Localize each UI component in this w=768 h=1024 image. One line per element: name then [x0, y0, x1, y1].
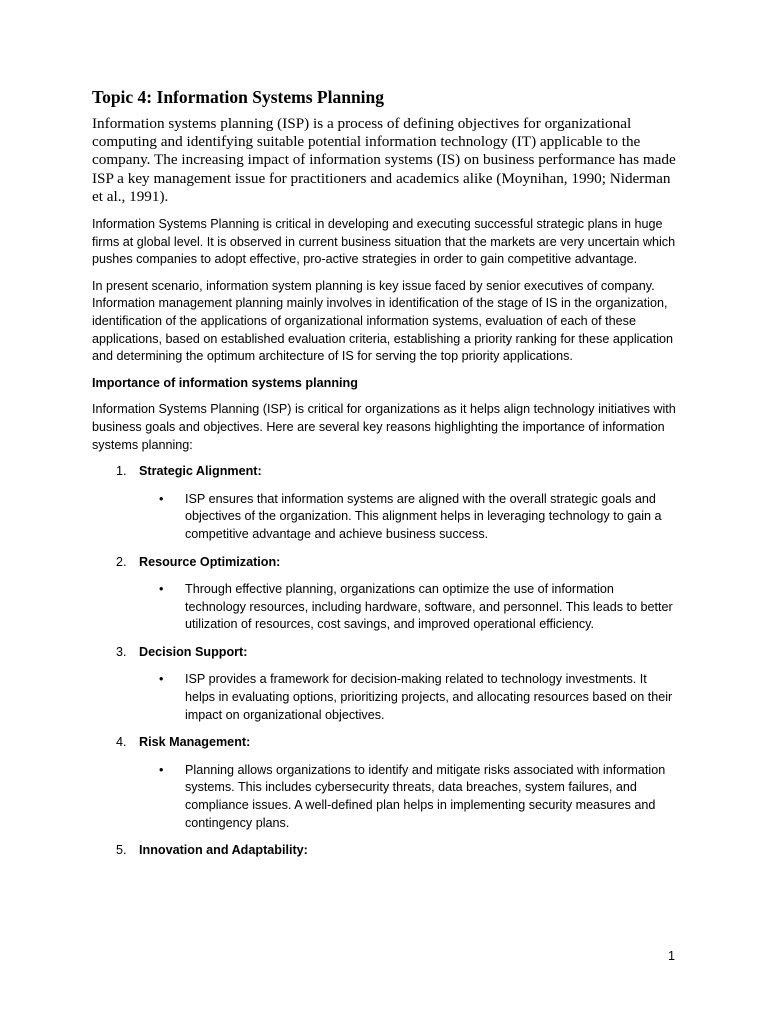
list-item-number: 3. — [116, 644, 127, 659]
list-item-bullet — [92, 671, 676, 724]
list-item-number: 2. — [116, 554, 127, 569]
list-item-bullet — [92, 762, 676, 832]
intro-paragraph: Information systems planning (ISP) is a process of defining objectives for organizational computing and identifying suitable potential information technology (IT) applicable to the company. The increasing impact of information systems (IS) on business performance has made ISP a key management issue for practitioners and academics alike (Moynihan, 1990; Niderman et al., 1991). — [92, 115, 676, 205]
list-item-bullet — [92, 491, 676, 544]
list-item-text: Planning allows organizations to identify and mitigate risks associated with information systems. This includes cybersecurity threats, data breaches, system failures, and compliance issues. A well-defined plan helps in implementing security measures and contingency plans. — [185, 762, 666, 830]
section-heading: Importance of information systems planning — [92, 375, 358, 390]
list-item-heading — [92, 842, 676, 860]
section-intro-paragraph: Information Systems Planning (ISP) is critical for organizations as it helps align technology initiatives with business goals and objectives. Here are several key reasons highlighting the importance of information systems planning: — [92, 402, 676, 452]
bullet-icon: • — [159, 491, 164, 506]
list-item-number: 5. — [116, 843, 127, 858]
list-item-title: Risk Management: — [139, 735, 251, 750]
list-item-number: 4. — [116, 735, 127, 750]
page-title: Topic 4: Information Systems Planning — [92, 87, 385, 107]
page-number: 1 — [668, 949, 676, 963]
bullet-icon: • — [159, 762, 164, 777]
importance-list — [92, 463, 676, 860]
list-item-bullet — [92, 581, 676, 634]
list-item — [92, 463, 676, 543]
list-item — [92, 554, 676, 634]
bullet-icon: • — [159, 582, 164, 597]
list-item-title: Innovation and Adaptability: — [139, 843, 308, 858]
list-item-title: Resource Optimization: — [139, 554, 281, 569]
list-item-text: ISP provides a framework for decision-making related to technology investments. It helps in evaluating options, prioritizing projects, and allocating resources based on their impact on organizational objectives. — [185, 672, 673, 722]
list-item — [92, 842, 676, 860]
document-page — [92, 86, 676, 870]
list-item-text: ISP ensures that information systems are aligned with the overall strategic goals and objectives of the organization. This alignment helps in leveraging technology to gain a competitive advantage and achieve business success. — [185, 491, 662, 541]
list-item-title: Decision Support: — [139, 644, 248, 659]
list-item — [92, 734, 676, 832]
list-item-heading — [92, 734, 676, 752]
body-paragraph-1: Information Systems Planning is critical in developing and executing successful strategic plans in huge firms at global level. It is observed in current business situation that the markets are very uncertain which pushes companies to adopt effective, pro-active strategies in order to gain competitive advantage. — [92, 217, 676, 267]
list-item-text: Through effective planning, organizations can optimize the use of information technology resources, including hardware, software, and personnel. This leads to better utilization of resources, cost savings, and improved operational efficiency. — [185, 582, 673, 632]
body-paragraph-2: In present scenario, information system planning is key issue faced by senior executives of company. Information management planning mainly involves in identification of the stage of IS in the organization, identification of the applications of organizational information systems, evaluation of each of these applications, based on established evaluation criteria, establishing a priority ranking for these application and determining the optimum architecture of IS for serving the top priority applications. — [92, 278, 674, 364]
bullet-icon: • — [159, 672, 164, 687]
list-item-title: Strategic Alignment: — [139, 464, 262, 479]
list-item — [92, 644, 676, 724]
list-item-heading — [92, 644, 676, 662]
list-item-number: 1. — [116, 464, 127, 479]
list-item-heading — [92, 463, 676, 481]
list-item-heading — [92, 554, 676, 572]
